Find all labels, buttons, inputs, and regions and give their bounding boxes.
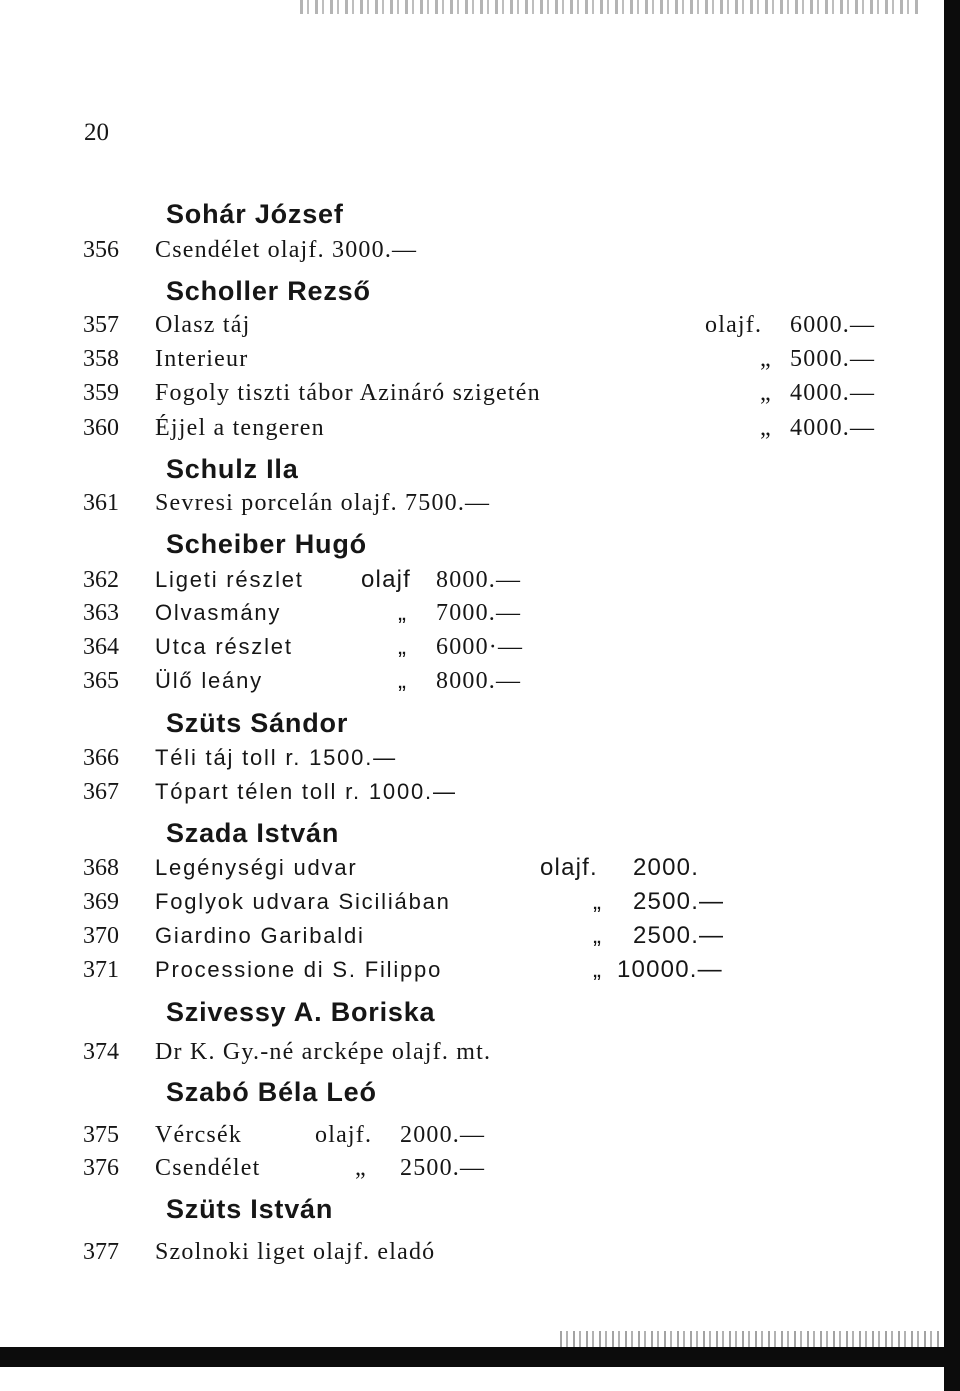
entry-number: 377 [83, 1239, 119, 1265]
entry-medium: „ [593, 922, 603, 949]
entry-number: 367 [83, 779, 119, 805]
entry-text: Dr K. Gy.-né arcképe olajf. mt. [155, 1039, 492, 1065]
entry-number: 360 [83, 415, 119, 441]
entry-medium: olajf. [315, 1122, 373, 1148]
artist-heading: Scheiber Hugó [166, 529, 367, 559]
entry-title: Legénységi udvar [155, 855, 358, 880]
entry-title: Csendélet [155, 1155, 261, 1181]
entry-medium: „ [593, 956, 603, 983]
entry-medium: olajf [361, 566, 412, 593]
entry-title: Foglyok udvara Siciliában [155, 889, 451, 914]
scan-top-edge [300, 0, 920, 14]
entry-title: Éjjel a tengeren [155, 415, 325, 441]
page-number: 20 [84, 119, 109, 146]
entry-title: Olvasmány [155, 600, 282, 625]
entry-medium: „ [760, 415, 772, 441]
entry-title: Olasz táj [155, 312, 251, 338]
entry-price: 8000.— [436, 668, 522, 694]
entry-price: 10000.— [617, 956, 723, 983]
entry-number: 356 [83, 237, 119, 263]
entry-text: Tópart télen toll r. 1000.— [155, 779, 457, 804]
scan-bottom-edge [0, 1347, 945, 1367]
entry-medium: „ [593, 888, 603, 915]
entry-title: Fogoly tiszti tábor Azináró szigetén [155, 380, 541, 406]
entry-medium: „ [760, 346, 772, 372]
artist-heading: Szivessy A. Boriska [166, 997, 436, 1027]
entry-number: 357 [83, 312, 119, 338]
artist-heading: Szabó Béla Leó [166, 1077, 377, 1107]
entry-number: 364 [83, 634, 119, 660]
artist-heading: Scholler Rezső [166, 276, 371, 306]
entry-title: Ülő leány [155, 668, 263, 693]
entry-medium: „ [398, 667, 408, 694]
entry-price: 2000. [633, 854, 700, 881]
entry-number: 374 [83, 1039, 119, 1065]
artist-heading: Schulz Ila [166, 454, 299, 484]
entry-medium: „ [398, 633, 408, 660]
artist-heading: Szüts Sándor [166, 708, 349, 738]
entry-number: 368 [83, 855, 119, 881]
entry-price: 8000.— [436, 567, 522, 593]
entry-number: 366 [83, 745, 119, 771]
entry-medium: olajf. [540, 854, 598, 881]
entry-price: 5000.— [790, 346, 876, 372]
entry-number: 365 [83, 668, 119, 694]
entry-medium: „ [398, 599, 408, 626]
entry-price: 2500.— [633, 922, 725, 949]
entry-title: Interieur [155, 346, 249, 372]
entry-number: 361 [83, 490, 119, 516]
entry-title: Processione di S. Filippo [155, 957, 443, 982]
entry-title: Vércsék [155, 1122, 243, 1148]
entry-number: 370 [83, 923, 119, 949]
scan-right-edge [944, 0, 960, 1391]
entry-number: 363 [83, 600, 119, 626]
entry-text: Szolnoki liget olajf. eladó [155, 1239, 436, 1265]
entry-text: Téli táj toll r. 1500.— [155, 745, 397, 770]
entry-price: 2000.— [400, 1122, 486, 1148]
entry-number: 358 [83, 346, 119, 372]
entry-title: Giardino Garibaldi [155, 923, 365, 948]
entry-number: 371 [83, 957, 119, 983]
entry-number: 359 [83, 380, 119, 406]
entry-price: 2500.— [633, 888, 725, 915]
entry-price: 2500.— [400, 1155, 486, 1181]
entry-number: 376 [83, 1155, 119, 1181]
entry-text: Sevresi porcelán olajf. 7500.— [155, 490, 491, 516]
entry-number: 375 [83, 1122, 119, 1148]
entry-medium: „ [355, 1155, 367, 1181]
entry-price: 7000.— [436, 600, 522, 626]
entry-number: 369 [83, 889, 119, 915]
entry-medium: olajf. [705, 312, 763, 338]
entry-text: Csendélet olajf. 3000.— [155, 237, 418, 263]
entry-price: 6000.— [790, 312, 876, 338]
entry-price: 4000.— [790, 415, 876, 441]
artist-heading: Sohár József [166, 199, 344, 229]
entry-title: Utca részlet [155, 634, 293, 659]
artist-heading: Szüts István [166, 1194, 334, 1224]
artist-heading: Szada István [166, 818, 340, 848]
entry-price: 4000.— [790, 380, 876, 406]
entry-number: 362 [83, 567, 119, 593]
entry-title: Ligeti részlet [155, 567, 304, 592]
entry-medium: „ [760, 380, 772, 406]
entry-price: 6000·— [436, 634, 524, 660]
